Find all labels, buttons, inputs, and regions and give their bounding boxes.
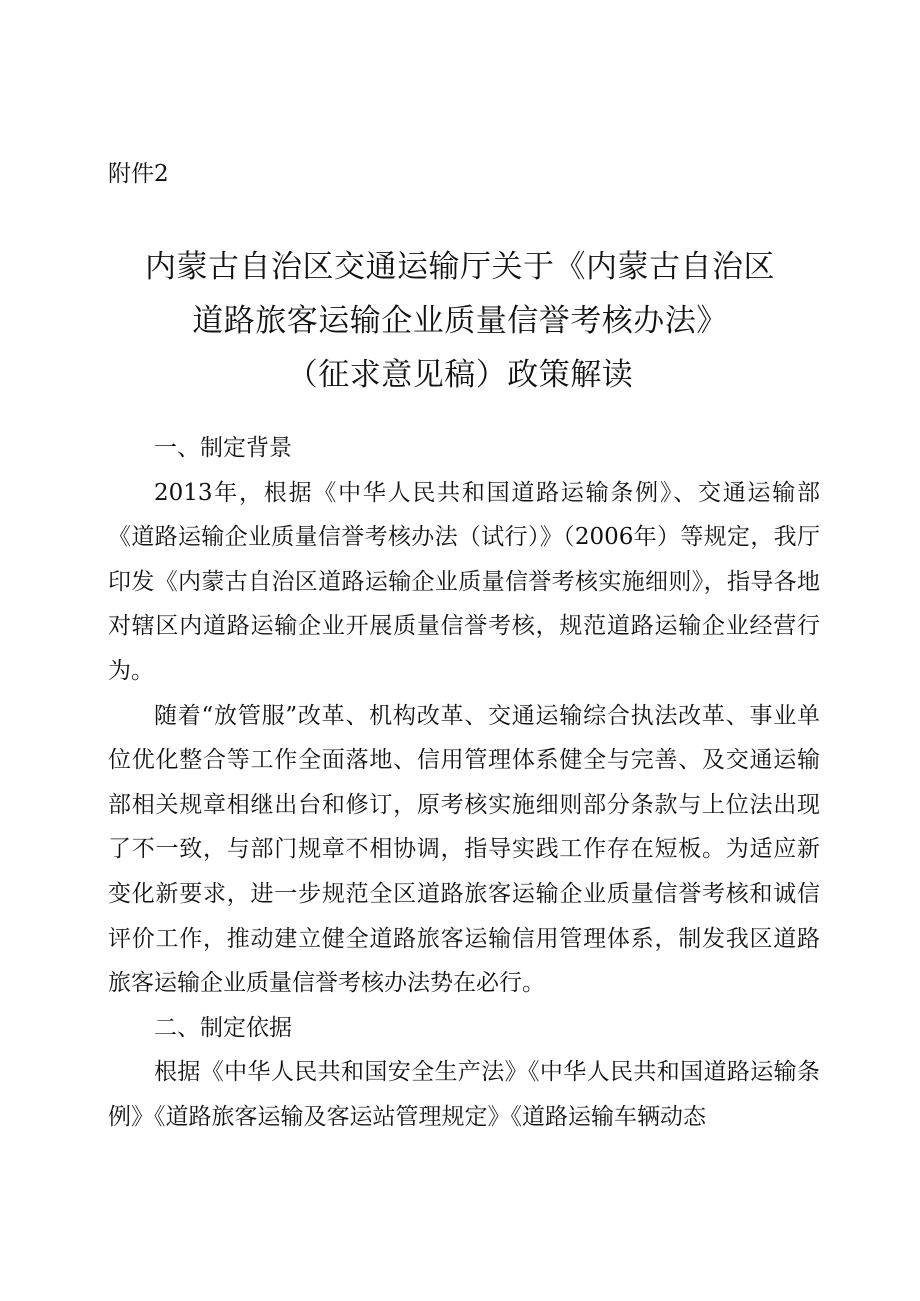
- paragraph: 随着“放管服”改革、机构改革、交通运输综合执法改革、事业单位优化整合等工作全面落地、信用管理体系健全与完善、及交通运输部相关规章相继出台和修订，原考核实施细则部分条款与上位法出现了不一致，与部门规章不相协调，指导实践工作存在短板。为适应新变化新要求，进一步规范全区道路旅客运输企业质量信誉考核和诚信评价工作，推动建立健全道路旅客运输信用管理体系，制发我区道路旅客运输企业质量信誉考核办法势在必行。: [108, 702, 820, 997]
- document-body: [108, 426, 820, 1140]
- title-line: （征求意见稿）政策解读: [286, 357, 634, 393]
- document-title: [110, 240, 810, 402]
- title-line: 道路旅客运输企业质量信誉考核办法》: [192, 303, 728, 339]
- section-heading-background: 一、制定背景: [154, 435, 292, 461]
- attachment-label: 附件2: [108, 161, 169, 187]
- section-heading-basis: 二、制定依据: [154, 1014, 292, 1041]
- paragraph: 2013年，根据《中华人民共和国道路运输条例》、交通运输部《道路运输企业质量信誉考核办法（试行）》（2006年）等规定，我厅印发《内蒙古自治区道路运输企业质量信誉考核实施细则》，指导各地对辖区内道路运输企业开展质量信誉考核，规范道路运输企业经营行为。: [108, 479, 820, 684]
- title-line: 内蒙古自治区交通运输厅关于《内蒙古自治区: [145, 249, 775, 285]
- paragraph: 根据《中华人民共和国安全生产法》《中华人民共和国道路运输条例》《道路旅客运输及客运站管理规定》《道路运输车辆动态: [108, 1059, 820, 1130]
